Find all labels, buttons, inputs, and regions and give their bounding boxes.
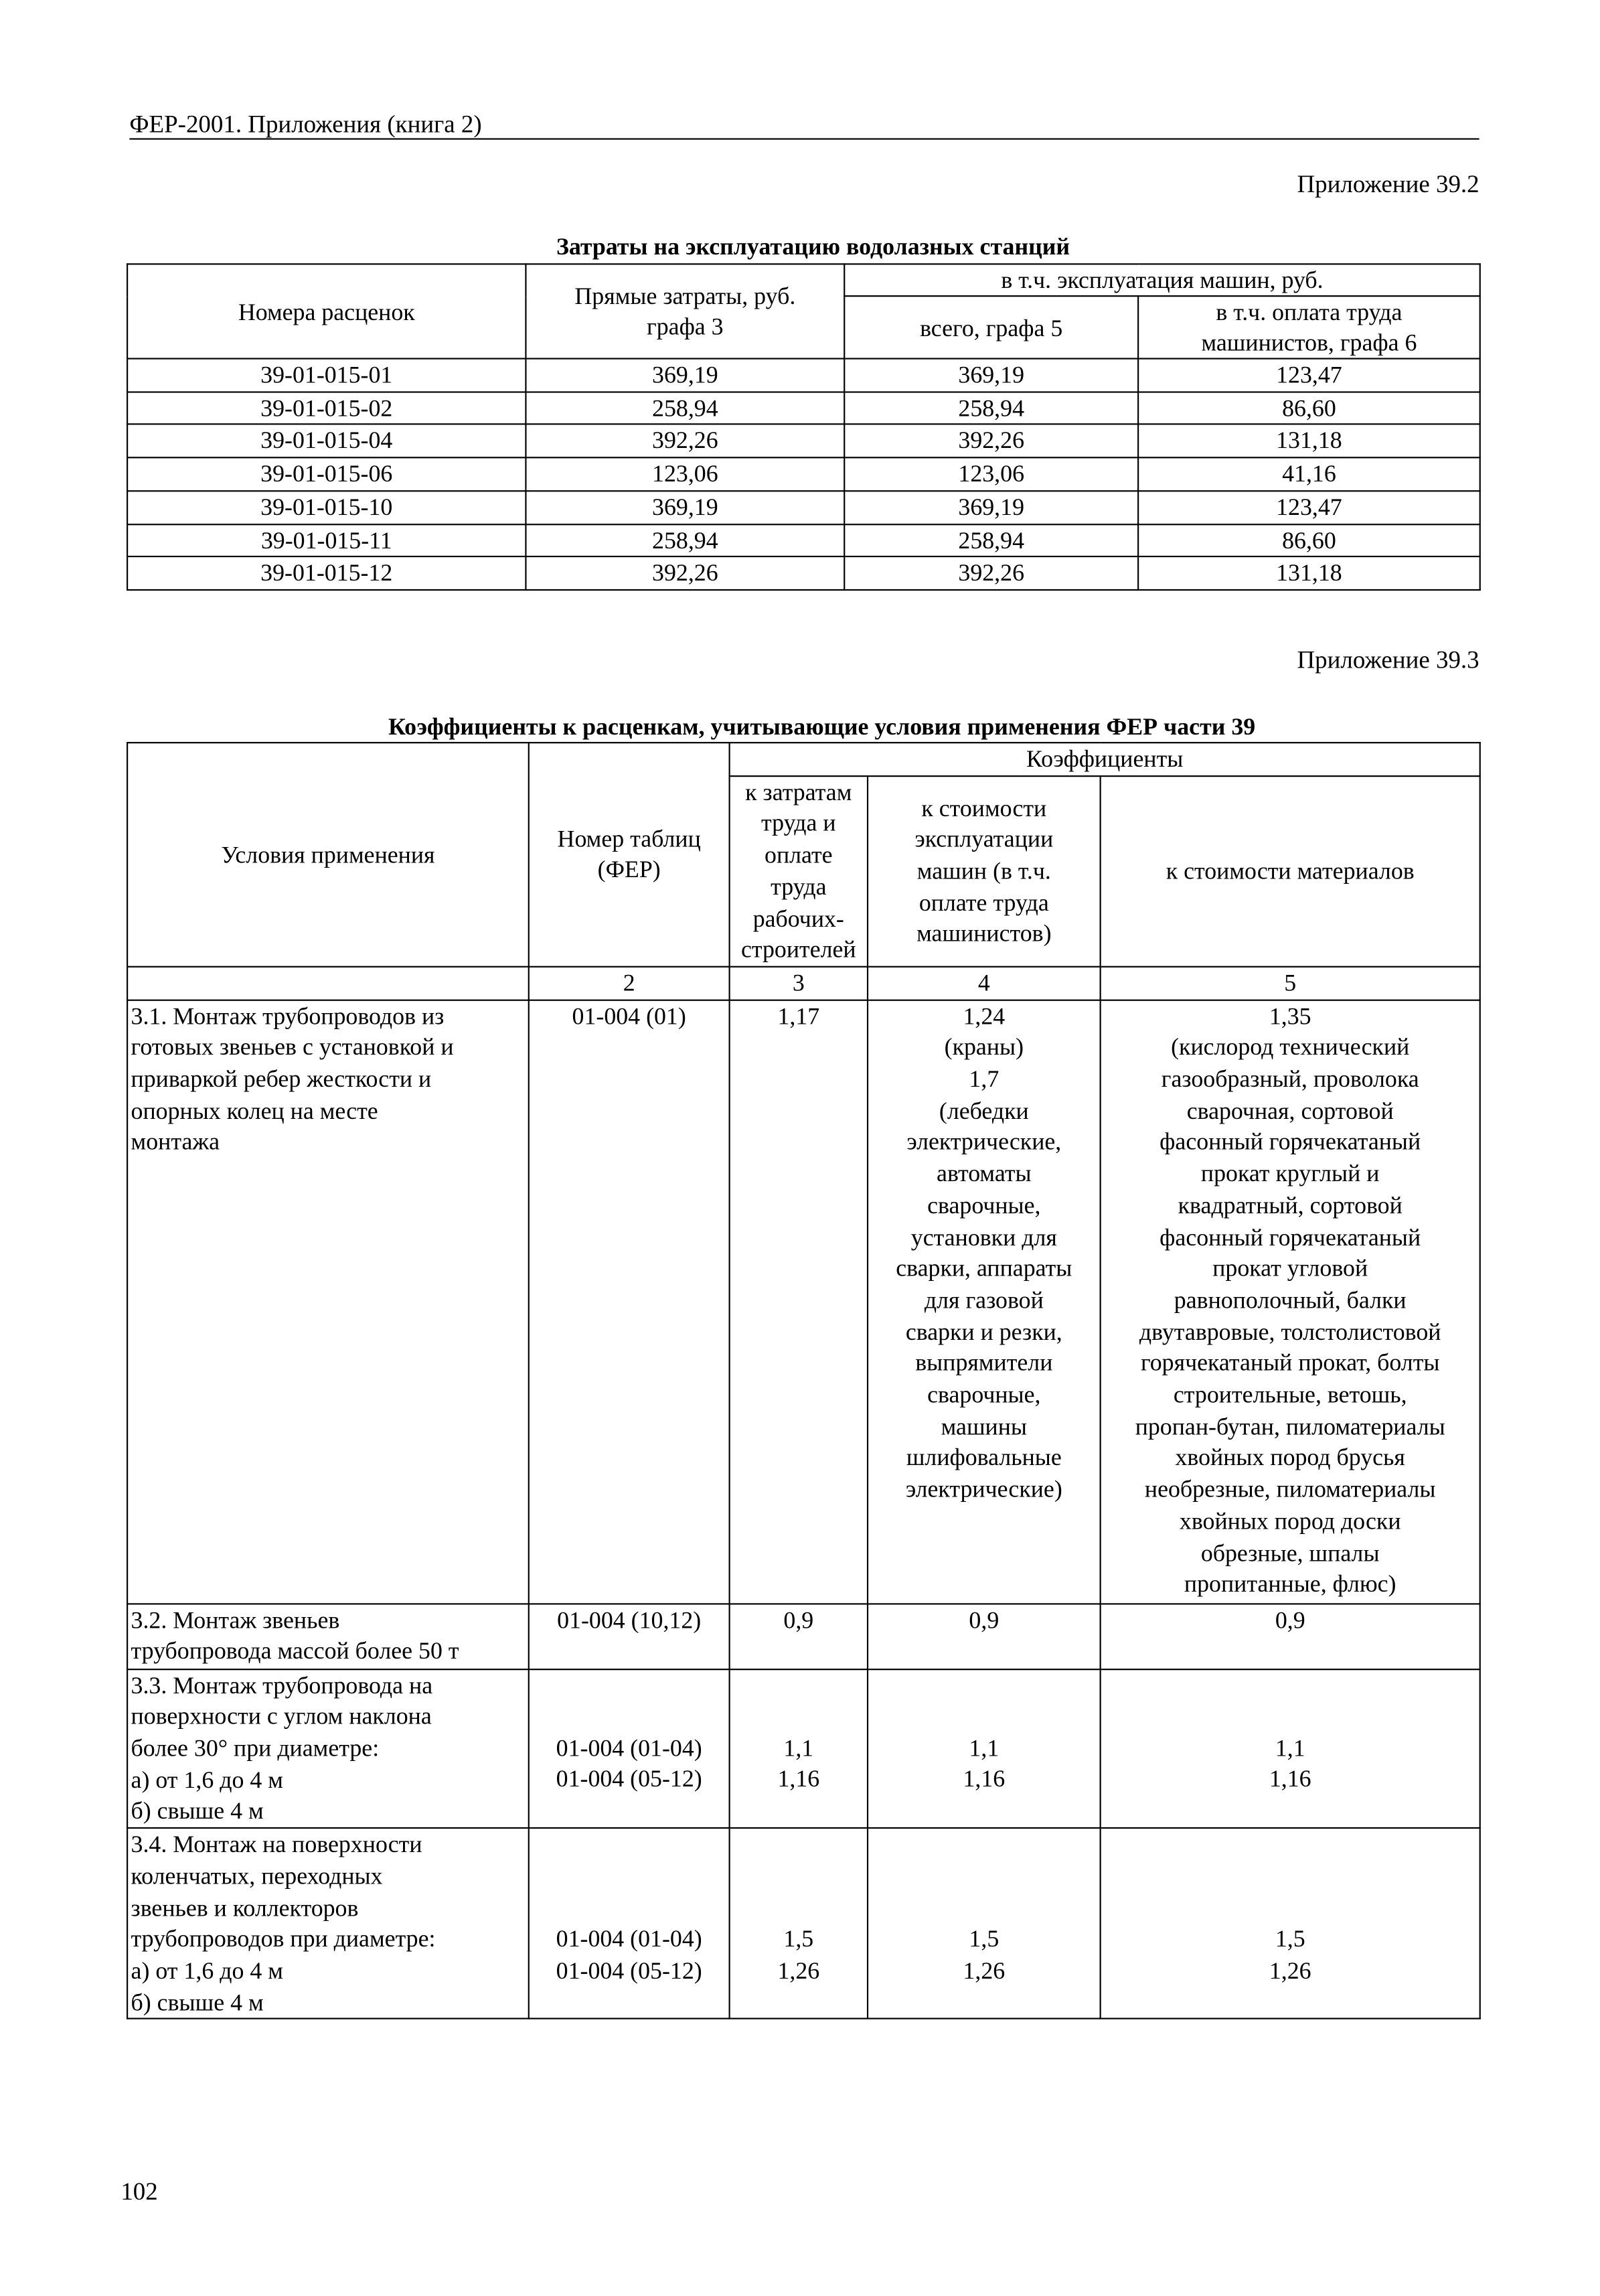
rate-number-cell: 39-01-015-04 <box>127 425 526 457</box>
direct-costs-cell: 369,19 <box>526 359 844 392</box>
table-row <box>127 1604 1480 1669</box>
labor-coefficient-cell: 0,9 <box>730 1604 868 1669</box>
operators-pay-cell: 131,18 <box>1138 557 1480 590</box>
table-row <box>127 425 1480 457</box>
table-row <box>127 491 1480 524</box>
running-header: ФЕР-2001. Приложения (книга 2) <box>129 110 482 139</box>
machines-coefficient-cell: 1,1 1,16 <box>868 1669 1101 1828</box>
rate-number-cell: 39-01-015-02 <box>127 392 526 425</box>
table-number-cell: 01-004 (01) <box>529 1000 730 1604</box>
labor-coefficient-cell: 1,5 1,26 <box>730 1828 868 2019</box>
total-cell: 123,06 <box>844 458 1138 491</box>
materials-coefficient-cell: 0,9 <box>1101 1604 1480 1669</box>
header-rule <box>129 138 1479 139</box>
direct-costs-cell: 392,26 <box>526 557 844 590</box>
rate-number-cell: 39-01-015-01 <box>127 359 526 392</box>
col-header-conditions: Условия применения <box>127 743 529 966</box>
operators-pay-cell: 131,18 <box>1138 425 1480 457</box>
total-cell: 369,19 <box>844 491 1138 524</box>
table-number-cell: 01-004 (10,12) <box>529 1604 730 1669</box>
table-row <box>127 1828 1480 2019</box>
col-header-rate-numbers: Номера расценок <box>127 264 526 358</box>
condition-cell: 3.2. Монтаж звеньев трубопровода массой более 50 т <box>127 1604 529 1669</box>
total-cell: 258,94 <box>844 392 1138 425</box>
total-cell: 392,26 <box>844 425 1138 457</box>
operators-pay-cell: 123,47 <box>1138 359 1480 392</box>
direct-costs-cell: 258,94 <box>526 524 844 556</box>
table-number-cell: 01-004 (01-04) 01-004 (05-12) <box>529 1669 730 1828</box>
total-cell: 258,94 <box>844 524 1138 556</box>
appendix-39-2-label: Приложение 39.2 <box>1297 170 1479 198</box>
operators-pay-cell: 41,16 <box>1138 458 1480 491</box>
table-row <box>127 458 1480 491</box>
col-number: 3 <box>730 967 868 1000</box>
col-number: 4 <box>868 967 1101 1000</box>
materials-coefficient-cell: 1,5 1,26 <box>1101 1828 1480 2019</box>
col-header-materials: к стоимости материалов <box>1101 775 1480 966</box>
col-header-direct-costs: Прямые затраты, руб. графа 3 <box>526 264 844 358</box>
direct-costs-cell: 392,26 <box>526 425 844 457</box>
direct-costs-cell: 258,94 <box>526 392 844 425</box>
appendix-39-3-label: Приложение 39.3 <box>1297 645 1479 674</box>
table-row <box>127 557 1480 590</box>
col-header-total: всего, графа 5 <box>844 296 1138 358</box>
table-row <box>127 392 1480 425</box>
diving-stations-costs-table <box>127 263 1481 591</box>
appendix-39-2-title: Затраты на эксплуатацию водолазных станций <box>556 232 1070 260</box>
direct-costs-cell: 123,06 <box>526 458 844 491</box>
table-row <box>127 524 1480 556</box>
operators-pay-cell: 86,60 <box>1138 392 1480 425</box>
col-header-coefficients: Коэффициенты <box>730 743 1480 775</box>
coefficients-table <box>127 742 1481 2019</box>
total-cell: 392,26 <box>844 557 1138 590</box>
col-number: 5 <box>1101 967 1480 1000</box>
col-header-machine-operation: в т.ч. эксплуатация машин, руб. <box>844 264 1479 296</box>
col-header-machines: к стоимости эксплуатации машин (в т.ч. оплате труда машинистов) <box>868 775 1101 966</box>
condition-cell: 3.1. Монтаж трубопроводов из готовых звеньев с установкой и приваркой ребер жесткости и опорных колец на месте монтажа <box>127 1000 529 1604</box>
col-header-labor: к затратам труда и оплате труда рабочих- строителей <box>730 775 868 966</box>
materials-coefficient-cell: 1,35 (кислород технический газообразный, проволока сварочная, сортовой фасонный горячекатаный прокат круглый и квадратный, сортовой фасонный горячекатаный прокат угловой равнополочный, балки двутавровые, толстолистовой горячекатаный прокат, болты строительные, ветошь, пропан-бутан, пиломатериалы хвойных пород брусья необрезные, пиломатериалы хвойных пород доски обрезные, шпалы пропитанные, флюс) <box>1101 1000 1480 1604</box>
condition-cell: 3.4. Монтаж на поверхности коленчатых, переходных звеньев и коллекторов трубопроводов при диаметре: а) от 1,6 до 4 м б) свыше 4 м <box>127 1828 529 2019</box>
direct-costs-cell: 369,19 <box>526 491 844 524</box>
machines-coefficient-cell: 1,5 1,26 <box>868 1828 1101 2019</box>
table-number-cell: 01-004 (01-04) 01-004 (05-12) <box>529 1828 730 2019</box>
operators-pay-cell: 86,60 <box>1138 524 1480 556</box>
page-number: 102 <box>121 2177 158 2206</box>
appendix-39-3-title: Коэффициенты к расценкам, учитывающие условия применения ФЕР части 39 <box>388 712 1256 741</box>
table-row <box>127 359 1480 392</box>
rate-number-cell: 39-01-015-10 <box>127 491 526 524</box>
labor-coefficient-cell: 1,17 <box>730 1000 868 1604</box>
rate-number-cell: 39-01-015-12 <box>127 557 526 590</box>
table-row <box>127 1000 1480 1604</box>
table-row <box>127 1669 1480 1828</box>
operators-pay-cell: 123,47 <box>1138 491 1480 524</box>
condition-cell: 3.3. Монтаж трубопровода на поверхности с углом наклона более 30° при диаметре: а) от 1,6 до 4 м б) свыше 4 м <box>127 1669 529 1828</box>
col-header-table-number: Номер таблиц (ФЕР) <box>529 743 730 966</box>
labor-coefficient-cell: 1,1 1,16 <box>730 1669 868 1828</box>
machines-coefficient-cell: 1,24 (краны) 1,7 (лебедки электрические, автоматы сварочные, установки для сварки, аппараты для газовой сварки и резки, выпрямители сварочные, машины шлифовальные электрические) <box>868 1000 1101 1604</box>
col-number: 2 <box>529 967 730 1000</box>
col-header-operators-pay: в т.ч. оплата труда машинистов, графа 6 <box>1138 296 1480 358</box>
rate-number-cell: 39-01-015-06 <box>127 458 526 491</box>
materials-coefficient-cell: 1,1 1,16 <box>1101 1669 1480 1828</box>
col-number-empty <box>127 967 529 1000</box>
total-cell: 369,19 <box>844 359 1138 392</box>
machines-coefficient-cell: 0,9 <box>868 1604 1101 1669</box>
rate-number-cell: 39-01-015-11 <box>127 524 526 556</box>
